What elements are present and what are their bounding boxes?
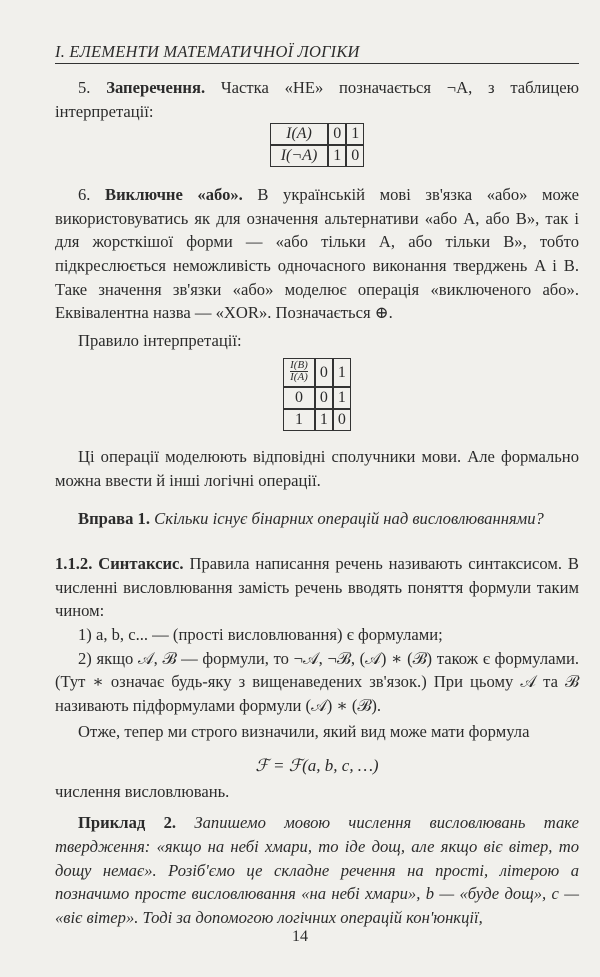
- syntax-conclusion: Отже, тепер ми строго визначили, який вид може мати формула: [78, 722, 530, 742]
- example-paragraph: [55, 811, 579, 929]
- corner-bottom: I(A): [290, 371, 308, 384]
- negation-paragraph: [55, 76, 579, 123]
- book-page: [55, 42, 579, 929]
- example-label: Приклад 2.: [78, 813, 177, 833]
- table-row: [283, 409, 351, 431]
- table-row: [270, 123, 365, 145]
- corner-top: I(B): [290, 359, 308, 372]
- syntax-paragraph: [55, 552, 579, 623]
- exercise-text: Скільки існує бінарних операцій над висловлюваннями?: [150, 508, 544, 528]
- table-cell: I(A): [270, 123, 329, 145]
- running-header: І. ЕЛЕМЕНТИ МАТЕМАТИЧНОЇ ЛОГІКИ: [55, 42, 579, 64]
- xor-truth-table: [283, 358, 351, 431]
- table-cell: 1: [328, 145, 346, 167]
- table-cell: 0: [346, 145, 364, 167]
- subsection-text: Правила написання речень називають синтаксисом. В численні висловлювання замість речень вводять поняття формули таким чином:: [55, 554, 580, 621]
- formula: ℱ = ℱ(a, b, c, …): [255, 755, 379, 775]
- table-cell: 1: [346, 123, 364, 145]
- section-text: В українській мові зв'язка «або» може використовуватись як для означення альтернативи «або A, або B», так і для жорсткішої форми — «або тільки A, або тільки B», тобто підкреслюється неможливість одночасного виконання тверджень A і B. Таке значення зв'язки «або» моделює операція «виключеного або». Еквівалентна назва — «XOR». Позначається ⊕.: [55, 185, 579, 323]
- table-row: [270, 145, 365, 167]
- syntax-item-1: 1) a, b, c... — (прості висловлювання) є формулами;: [78, 624, 443, 644]
- exercise-paragraph: [55, 507, 579, 531]
- table-cell: 1: [333, 387, 351, 409]
- table-cell: 0: [333, 409, 351, 431]
- page-number: 14: [292, 928, 308, 945]
- section-text: Частка «НЕ» позначається ¬A, з таблицею інтерпретації:: [55, 78, 579, 121]
- section-number: 6.: [78, 185, 106, 205]
- xor-paragraph: [55, 183, 579, 325]
- section-title: Заперечення.: [106, 78, 206, 97]
- formula-caption: числення висловлювань.: [55, 781, 230, 801]
- table-cell: 0: [315, 387, 333, 409]
- subsection-title: 1.1.2. Синтаксис.: [55, 554, 184, 574]
- table-cell: 1: [315, 409, 333, 431]
- section-title: Виключне «або».: [105, 185, 243, 205]
- table-corner-cell: [283, 358, 315, 387]
- table-header-cell: 1: [333, 358, 351, 387]
- table-row: [283, 358, 351, 387]
- interpretation-rule-label: Правило інтерпретації:: [78, 330, 242, 350]
- table-header-cell: 0: [315, 358, 333, 387]
- table-cell: 0: [283, 387, 315, 409]
- table-cell: 1: [283, 409, 315, 431]
- section-number: 5.: [78, 78, 107, 97]
- table-row: [283, 387, 351, 409]
- table-cell: 0: [328, 123, 346, 145]
- negation-truth-table: [270, 123, 365, 167]
- table-cell: I(¬A): [270, 145, 329, 167]
- operations-note: Ці операції моделюють відповідні сполучники мови. Але формально можна ввести й інші логічні операції.: [55, 447, 579, 490]
- example-text: Запишемо мовою числення висловлювань таке твердження: «якщо на небі хмари, то іде дощ, але якщо віє вітер, то дощу немає». Розіб'ємо це складне речення на прості, літерою a позначимо просте висловлювання «на небі хмари», b — «буде дощ», c — «віє вітер». Тоді за допомогою логічних операцій кон'юнкції,: [55, 813, 579, 927]
- exercise-label: Вправа 1.: [78, 508, 151, 528]
- syntax-item-2: 2) якщо 𝒜, ℬ — формули, то ¬𝒜, ¬ℬ, (𝒜) ∗ (ℬ) також є формулами. (Тут ∗ означає будь-яку з вищенаведених зв'язок.) При цьому 𝒜 та ℬ називають підформулами формули (𝒜) ∗ (ℬ).: [55, 648, 579, 715]
